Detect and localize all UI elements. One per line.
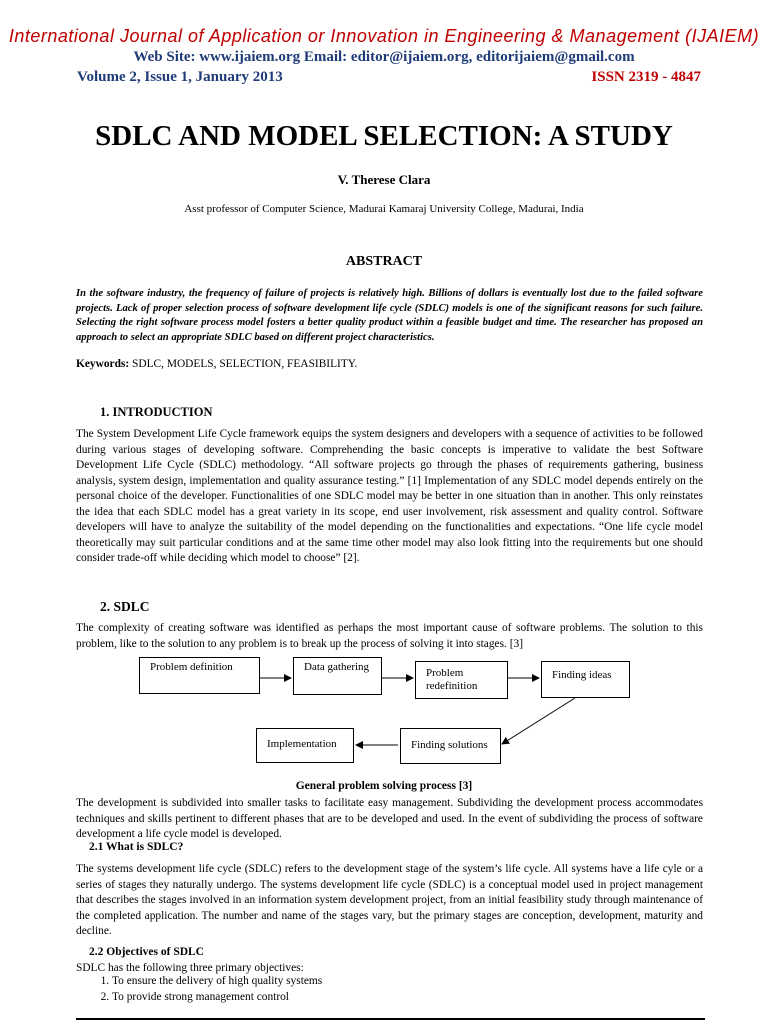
journal-issn: ISSN 2319 - 4847 xyxy=(591,69,701,85)
paper-author: V. Therese Clara xyxy=(337,172,431,187)
sdlc-text: The complexity of creating software was identified as perhaps the most important cause of software problems. The solution to this problem, like to the solution to any problem is to break up the process of solving it into stages. [3] xyxy=(76,622,703,650)
keywords-values: SDLC, MODELS, SELECTION, FEASIBILITY. xyxy=(129,358,358,370)
box-implementation: Implementation xyxy=(256,728,354,763)
what-is-sdlc-text: The systems development life cycle (SDLC) refers to the development stage of the system’s life cycle. All systems have a life cyle or a series of stages they naturally undergo. The systems development life cycle (SDLC) is a conceptual model used in project management that describes the stages involved in an information system development project, from an initial feasibility study through maintenance of the completed application. The number and name of the stages vary, but the primary stages are conception, development, maturity and decline. xyxy=(76,863,703,937)
journal-contact: Web Site: www.ijaiem.org Email: editor@ijaiem.org, editorijaiem@gmail.com xyxy=(133,49,635,65)
objectives-heading: 2.2 Objectives of SDLC xyxy=(89,946,204,958)
box-data-gathering: Data gathering xyxy=(293,657,382,695)
list-item: 2. To provide strong management control xyxy=(112,990,322,1006)
journal-title: International Journal of Application or Innovation in Engineering & Management (IJAIEM) xyxy=(8,26,760,46)
box-problem-definition: Problem definition xyxy=(139,657,260,694)
journal-volume: Volume 2, Issue 1, January 2013 xyxy=(77,69,283,85)
box-finding-ideas: Finding ideas xyxy=(541,661,630,698)
keywords-label: Keywords: xyxy=(76,358,130,370)
paper-affiliation: Asst professor of Computer Science, Madurai Kamaraj University College, Madurai, India xyxy=(184,203,584,215)
what-is-sdlc-heading: 2.1 What is SDLC? xyxy=(89,841,184,853)
arrow-ideas-to-solutions xyxy=(502,698,575,744)
list-item: 1. To ensure the delivery of high quality systems xyxy=(112,974,322,990)
intro-heading: 1. INTRODUCTION xyxy=(100,405,213,419)
objectives-list xyxy=(94,974,322,1005)
box-finding-solutions: Finding solutions xyxy=(400,728,501,764)
abstract-text: In the software industry, the frequency of failure of projects is relatively high. Billions of dollars is eventually lost due to the failed software projects. Lack of proper selection process of software development life cycle (SDLC) models is one of the significant reasons for such failure. Selecting the right software process model fosters a better quality product within a feasible budget and time. The researcher has proposed an approach to select an appropriate SDLC based on different project characteristics. xyxy=(76,288,703,343)
footer-rule xyxy=(76,1018,705,1020)
diagram-caption: General problem solving process [3] xyxy=(295,780,473,792)
box-problem-redefinition: Problem redefinition xyxy=(415,661,508,699)
abstract-heading: ABSTRACT xyxy=(345,254,423,269)
after-diagram-text: The development is subdivided into smaller tasks to facilitate easy management. Subdividing the development process accommodates techniques and skills pertinent to different phases that are to be developed and used. In the event of subdividing the process of software development a life cycle model is developed. xyxy=(76,797,703,840)
paper-title: SDLC AND MODEL SELECTION: A STUDY xyxy=(95,120,673,152)
sdlc-heading: 2. SDLC xyxy=(100,599,150,614)
intro-text: The System Development Life Cycle framework equips the system designers and developers with a sequence of activities to be followed during various stages of developing software. Comprehending the basic concepts is imperative to validate the best Software Development Life Cycle (SDLC) methodology. “All software projects go through the phases of requirements gathering, business analysis, system design, implementation and quality assurance testing.” [1] Implementation of any SDLC model depends entirely on the personal choice of the developer. Functionalities of one SDLC model may be better in one situation than in another. This only reinstates the idea that each SDLC model has a great variety in its scope, end user involvement, risk assessment and quality control. Software developers will have to analyze the suitability of the model depending on the functionalities and expectations. “One life cycle model theoretically may suit particular conditions and at the same time other model may also look fitting into the requirements but one should consider trade-off while deciding which model to choose” [2]. xyxy=(76,428,703,564)
objectives-intro: SDLC has the following three primary objectives: xyxy=(76,962,304,974)
